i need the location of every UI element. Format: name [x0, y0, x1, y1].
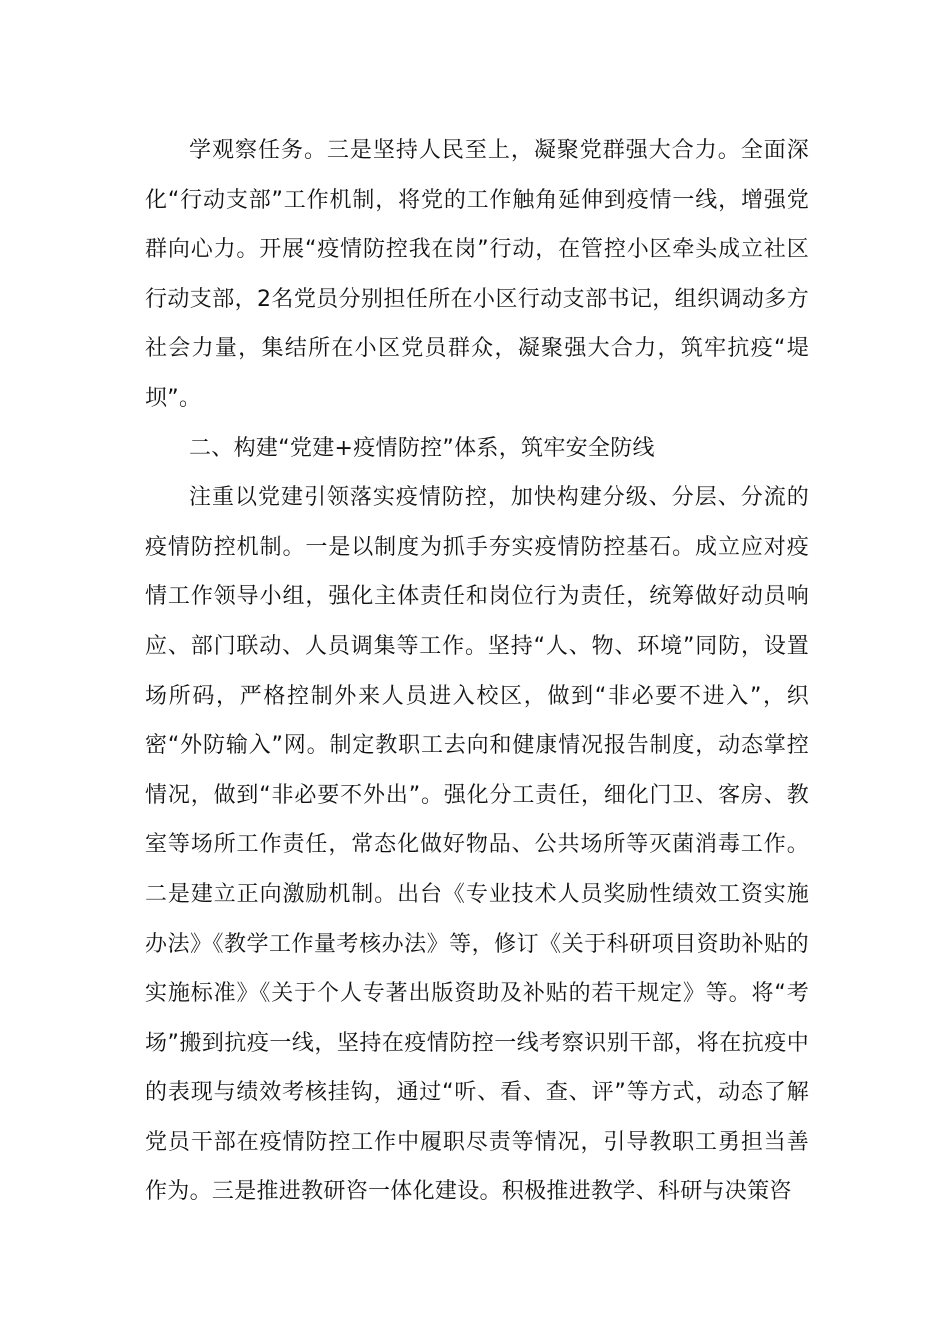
paragraph-continuation: 学观察任务。三是坚持人民至上，凝聚党群强大合力。全面深化“行动支部”工作机制，将党的工作触角延伸到疫情一线，增强党群向心力。开展“疫情防控我在岗”行动，在管控小区牵头成立社区行动支部，2名党员分别担任所在小区行动支部书记，组织调动多方社会力量，集结所在小区党员群众，凝聚强大合力，筑牢抗疫“堤坝”。: [145, 138, 809, 411]
paragraph-body: 注重以党建引领落实疫情防控，加快构建分级、分层、分流的疫情防控机制。一是以制度为抓手夯实疫情防控基石。成立应对疫情工作领导小组，强化主体责任和岗位行为责任，统筹做好动员响应、部门联动、人员调集等工作。坚持“人、物、环境”同防，设置场所码，严格控制外来人员进入校区，做到“非必要不进入”，织密“外防输入”网。制定教职工去向和健康情况报告制度，动态掌控情况，做到“非必要不外出”。强化分工责任，细化门卫、客房、教室等场所工作责任，常态化做好物品、公共场所等灭菌消毒工作。二是建立正向激励机制。出台《专业技术人员奖励性绩效工资实施办法》《教学工作量考核办法》等，修订《关于科研项目资助补贴的实施标准》《关于个人专著出版资助及补贴的若干规定》等。将“考场”搬到抗疫一线，坚持在疫情防控一线考察识别干部，将在抗疫中的表现与绩效考核挂钩，通过“听、看、查、评”等方式，动态了解党员干部在疫情防控工作中履职尽责等情况，引导教职工勇担当善作为。三是推进教研咨一体化建设。积极推进教学、科研与决策咨: [145, 485, 809, 1205]
document-body: [145, 126, 809, 1217]
section-heading: 二、构建“党建+疫情防控”体系，筑牢安全防线: [189, 435, 655, 461]
